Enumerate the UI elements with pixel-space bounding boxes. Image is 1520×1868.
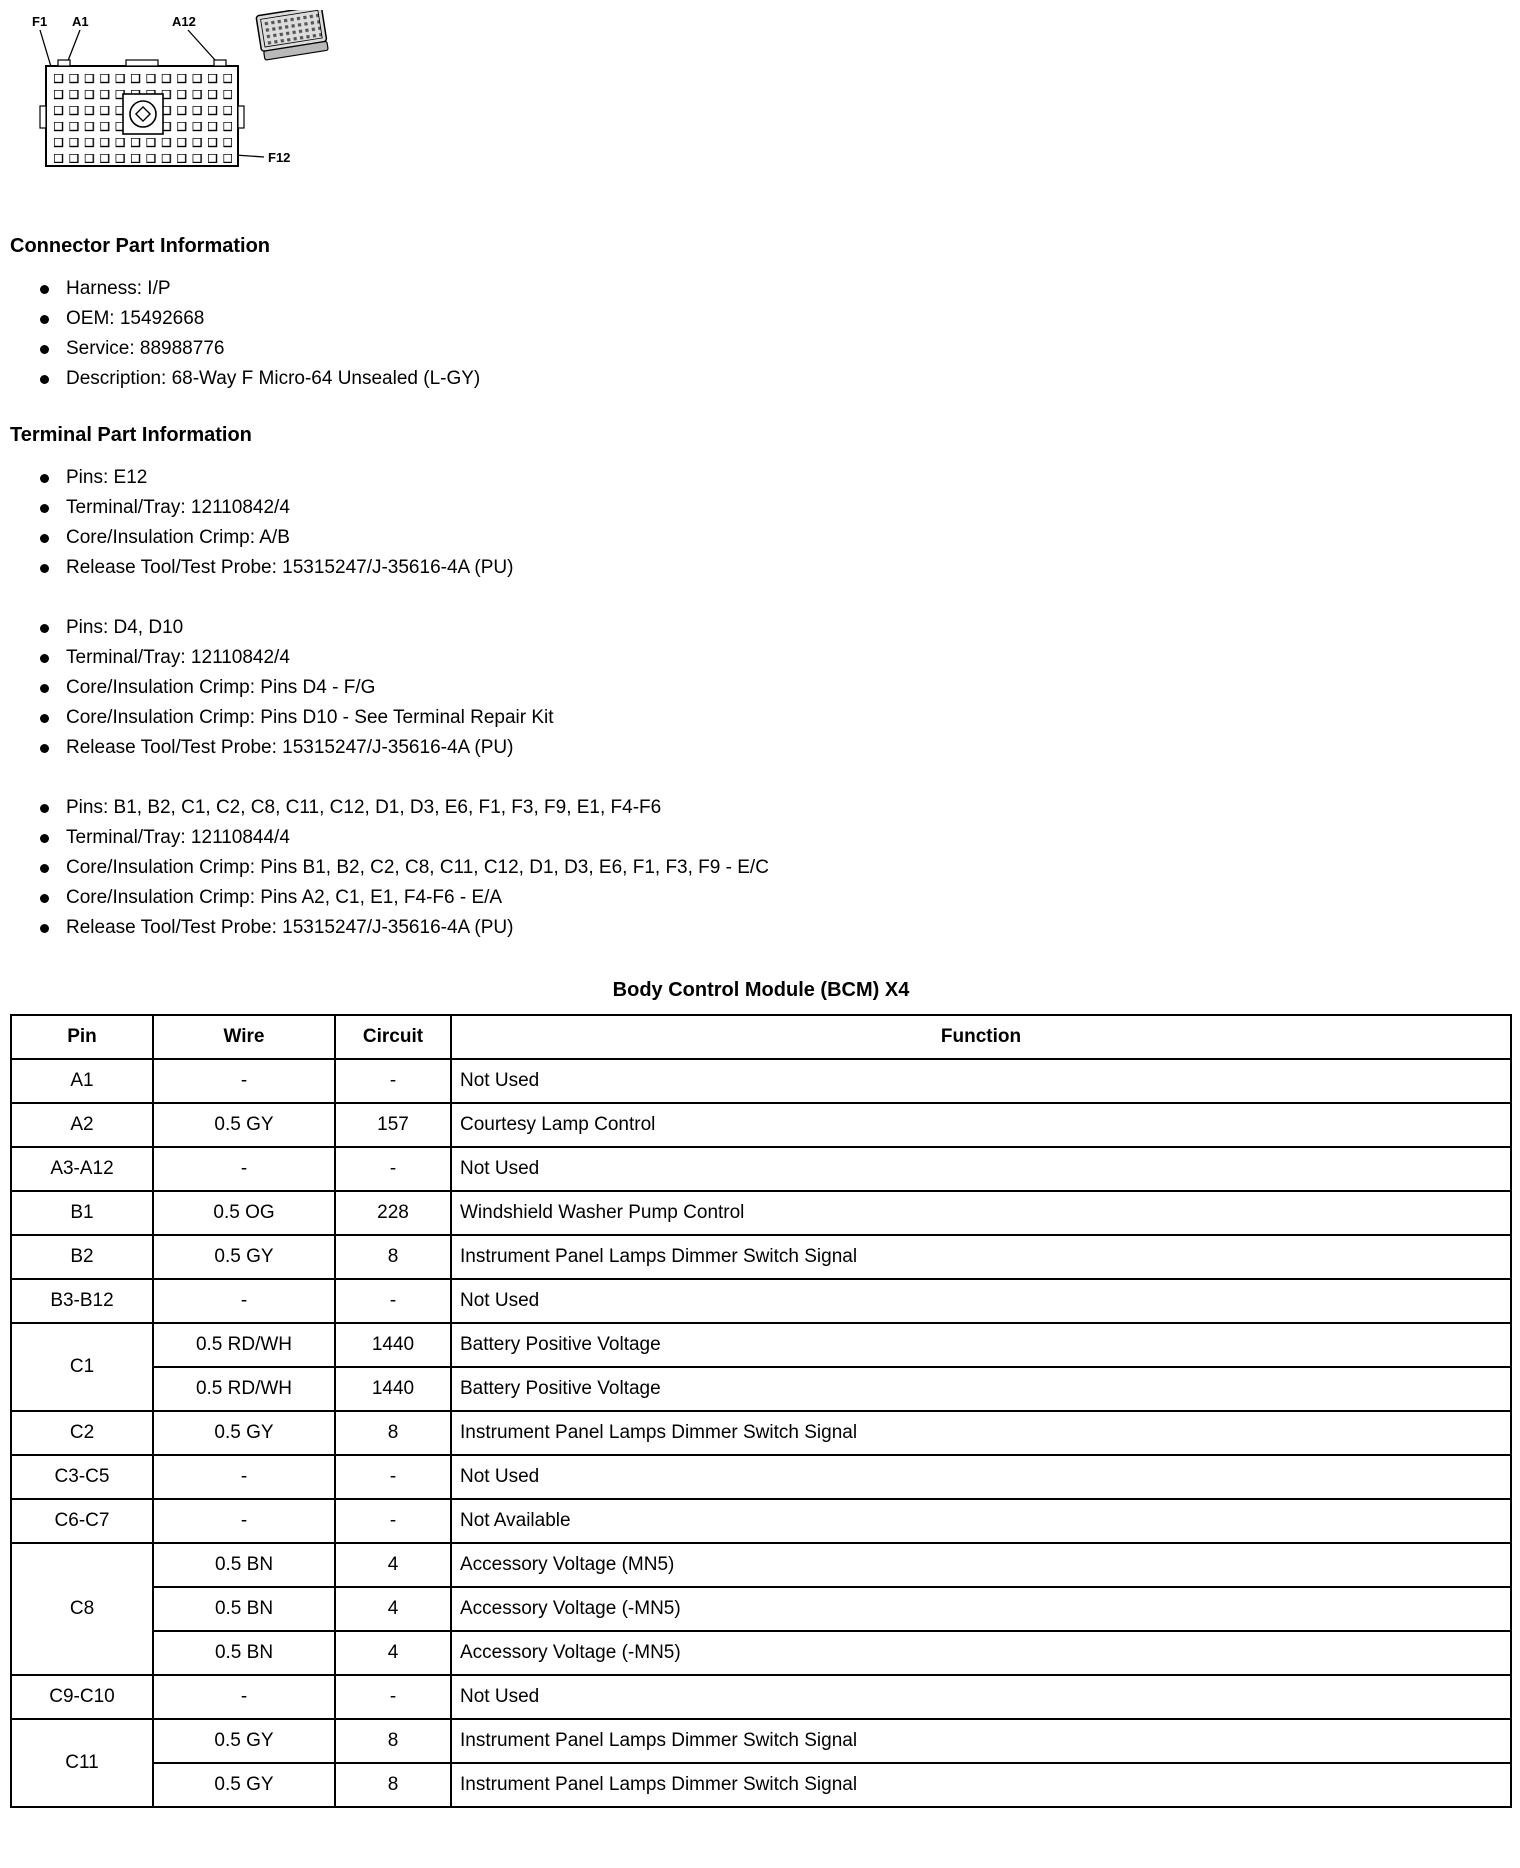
table-row: [11, 1675, 1511, 1719]
connector-face-drawing: [24, 10, 354, 208]
function-cell: Instrument Panel Lamps Dimmer Switch Signal: [451, 1235, 1511, 1279]
circuit-cell: 157: [335, 1103, 451, 1147]
connector-isometric-view: [256, 10, 328, 60]
pin-cell: A2: [11, 1103, 153, 1147]
pin-cell: C9-C10: [11, 1675, 153, 1719]
pin-label-a1: A1: [72, 14, 89, 29]
circuit-cell: 4: [335, 1631, 451, 1675]
list-item: Release Tool/Test Probe: 15315247/J-35616-4A (PU): [40, 913, 1512, 943]
table-row: [11, 1719, 1511, 1763]
column-header-circuit: Circuit: [335, 1015, 451, 1059]
list-item: Terminal/Tray: 12110842/4: [40, 493, 1512, 523]
wire-cell: -: [153, 1059, 335, 1103]
function-cell: Instrument Panel Lamps Dimmer Switch Signal: [451, 1411, 1511, 1455]
pin-cell: B2: [11, 1235, 153, 1279]
circuit-cell: 8: [335, 1719, 451, 1763]
wire-cell: 0.5 OG: [153, 1191, 335, 1235]
list-item: Description: 68-Way F Micro-64 Unsealed (L-GY): [40, 364, 1512, 394]
leader-line-f1: [40, 30, 52, 70]
function-cell: Battery Positive Voltage: [451, 1323, 1511, 1367]
table-title: Body Control Module (BCM) X4: [612, 979, 910, 1001]
wire-cell: -: [153, 1455, 335, 1499]
function-cell: Battery Positive Voltage: [451, 1367, 1511, 1411]
wire-cell: -: [153, 1279, 335, 1323]
column-header-function: Function: [451, 1015, 1511, 1059]
connector-tab: [214, 60, 226, 66]
list-item: Core/Insulation Crimp: Pins B1, B2, C2, C8, C11, C12, D1, D3, E6, F1, F3, F9 - E/C: [40, 853, 1512, 883]
function-cell: Not Available: [451, 1499, 1511, 1543]
terminal-group-1: [10, 463, 1512, 583]
list-item: Terminal/Tray: 12110844/4: [40, 823, 1512, 853]
pin-cell: C3-C5: [11, 1455, 153, 1499]
connector-part-info-list: [10, 274, 1512, 394]
table-row: [11, 1147, 1511, 1191]
circuit-cell: -: [335, 1147, 451, 1191]
table-row: [11, 1235, 1511, 1279]
circuit-cell: 8: [335, 1411, 451, 1455]
terminal-group-2: [10, 613, 1512, 763]
pin-cell: C11: [11, 1719, 153, 1807]
list-item: Service: 88988776: [40, 334, 1512, 364]
wire-cell: -: [153, 1675, 335, 1719]
table-row: [11, 1323, 1511, 1367]
circuit-cell: -: [335, 1279, 451, 1323]
function-cell: Courtesy Lamp Control: [451, 1103, 1511, 1147]
circuit-cell: -: [335, 1675, 451, 1719]
table-row: [11, 1499, 1511, 1543]
function-cell: Not Used: [451, 1675, 1511, 1719]
circuit-cell: 4: [335, 1543, 451, 1587]
list-item: OEM: 15492668: [40, 304, 1512, 334]
list-item: Terminal/Tray: 12110842/4: [40, 643, 1512, 673]
list-item: Core/Insulation Crimp: Pins A2, C1, E1, F4-F6 - E/A: [40, 883, 1512, 913]
table-row: [11, 1191, 1511, 1235]
function-cell: Instrument Panel Lamps Dimmer Switch Signal: [451, 1763, 1511, 1807]
circuit-cell: 8: [335, 1235, 451, 1279]
function-cell: Windshield Washer Pump Control: [451, 1191, 1511, 1235]
function-cell: Not Used: [451, 1279, 1511, 1323]
function-cell: Accessory Voltage (MN5): [451, 1543, 1511, 1587]
table-row: [11, 1763, 1511, 1807]
table-header-row: [11, 1015, 1511, 1059]
pin-cell: C8: [11, 1543, 153, 1675]
function-cell: Not Used: [451, 1059, 1511, 1103]
circuit-cell: 1440: [335, 1323, 451, 1367]
list-item: Release Tool/Test Probe: 15315247/J-35616-4A (PU): [40, 553, 1512, 583]
wire-cell: 0.5 GY: [153, 1103, 335, 1147]
table-row: [11, 1543, 1511, 1587]
function-cell: Instrument Panel Lamps Dimmer Switch Signal: [451, 1719, 1511, 1763]
list-item: Release Tool/Test Probe: 15315247/J-35616-4A (PU): [40, 733, 1512, 763]
table-row: [11, 1279, 1511, 1323]
list-item: Core/Insulation Crimp: Pins D4 - F/G: [40, 673, 1512, 703]
pin-cell: B3-B12: [11, 1279, 153, 1323]
wire-cell: 0.5 RD/WH: [153, 1323, 335, 1367]
list-item: Core/Insulation Crimp: Pins D10 - See Terminal Repair Kit: [40, 703, 1512, 733]
list-item: Core/Insulation Crimp: A/B: [40, 523, 1512, 553]
wire-cell: 0.5 BN: [153, 1587, 335, 1631]
list-item: Harness: I/P: [40, 274, 1512, 304]
circuit-cell: 8: [335, 1763, 451, 1807]
list-item: Pins: B1, B2, C1, C2, C8, C11, C12, D1, D3, E6, F1, F3, F9, E1, F4-F6: [40, 793, 1512, 823]
connector-side-tab: [238, 106, 244, 128]
connector-part-info-heading: Connector Part Information: [10, 235, 271, 257]
table-row: [11, 1103, 1511, 1147]
function-cell: Accessory Voltage (-MN5): [451, 1587, 1511, 1631]
list-item: Pins: E12: [40, 463, 1512, 493]
circuit-cell: -: [335, 1499, 451, 1543]
connector-tab: [126, 60, 158, 66]
terminal-group-3: [10, 793, 1512, 943]
pin-cell: A1: [11, 1059, 153, 1103]
terminal-part-info-heading: Terminal Part Information: [10, 424, 252, 446]
function-cell: Not Used: [451, 1455, 1511, 1499]
wire-cell: 0.5 GY: [153, 1763, 335, 1807]
pin-cell: B1: [11, 1191, 153, 1235]
connector-diagram: [24, 10, 1512, 213]
connector-tab: [58, 60, 70, 66]
wire-cell: 0.5 GY: [153, 1411, 335, 1455]
wire-cell: -: [153, 1499, 335, 1543]
pin-label-f1: F1: [32, 14, 48, 29]
column-header-wire: Wire: [153, 1015, 335, 1059]
table-row: [11, 1059, 1511, 1103]
pin-label-a12: A12: [172, 14, 196, 29]
table-row: [11, 1587, 1511, 1631]
table-row: [11, 1367, 1511, 1411]
circuit-cell: -: [335, 1455, 451, 1499]
pin-cell: C1: [11, 1323, 153, 1411]
pin-cell: A3-A12: [11, 1147, 153, 1191]
circuit-cell: 1440: [335, 1367, 451, 1411]
wire-cell: 0.5 BN: [153, 1543, 335, 1587]
circuit-cell: 4: [335, 1587, 451, 1631]
pin-cell: C6-C7: [11, 1499, 153, 1543]
leader-line-f12: [235, 155, 264, 157]
wire-cell: 0.5 BN: [153, 1631, 335, 1675]
circuit-cell: -: [335, 1059, 451, 1103]
bcm-x4-pinout-table: [10, 1014, 1512, 1808]
pin-cell: C2: [11, 1411, 153, 1455]
column-header-pin: Pin: [11, 1015, 153, 1059]
circuit-cell: 228: [335, 1191, 451, 1235]
connector-side-tab: [40, 106, 46, 128]
table-row: [11, 1411, 1511, 1455]
table-row: [11, 1455, 1511, 1499]
list-item: Pins: D4, D10: [40, 613, 1512, 643]
function-cell: Accessory Voltage (-MN5): [451, 1631, 1511, 1675]
wire-cell: -: [153, 1147, 335, 1191]
wire-cell: 0.5 RD/WH: [153, 1367, 335, 1411]
table-row: [11, 1631, 1511, 1675]
function-cell: Not Used: [451, 1147, 1511, 1191]
wire-cell: 0.5 GY: [153, 1719, 335, 1763]
pin-label-f12: F12: [268, 150, 291, 165]
wire-cell: 0.5 GY: [153, 1235, 335, 1279]
